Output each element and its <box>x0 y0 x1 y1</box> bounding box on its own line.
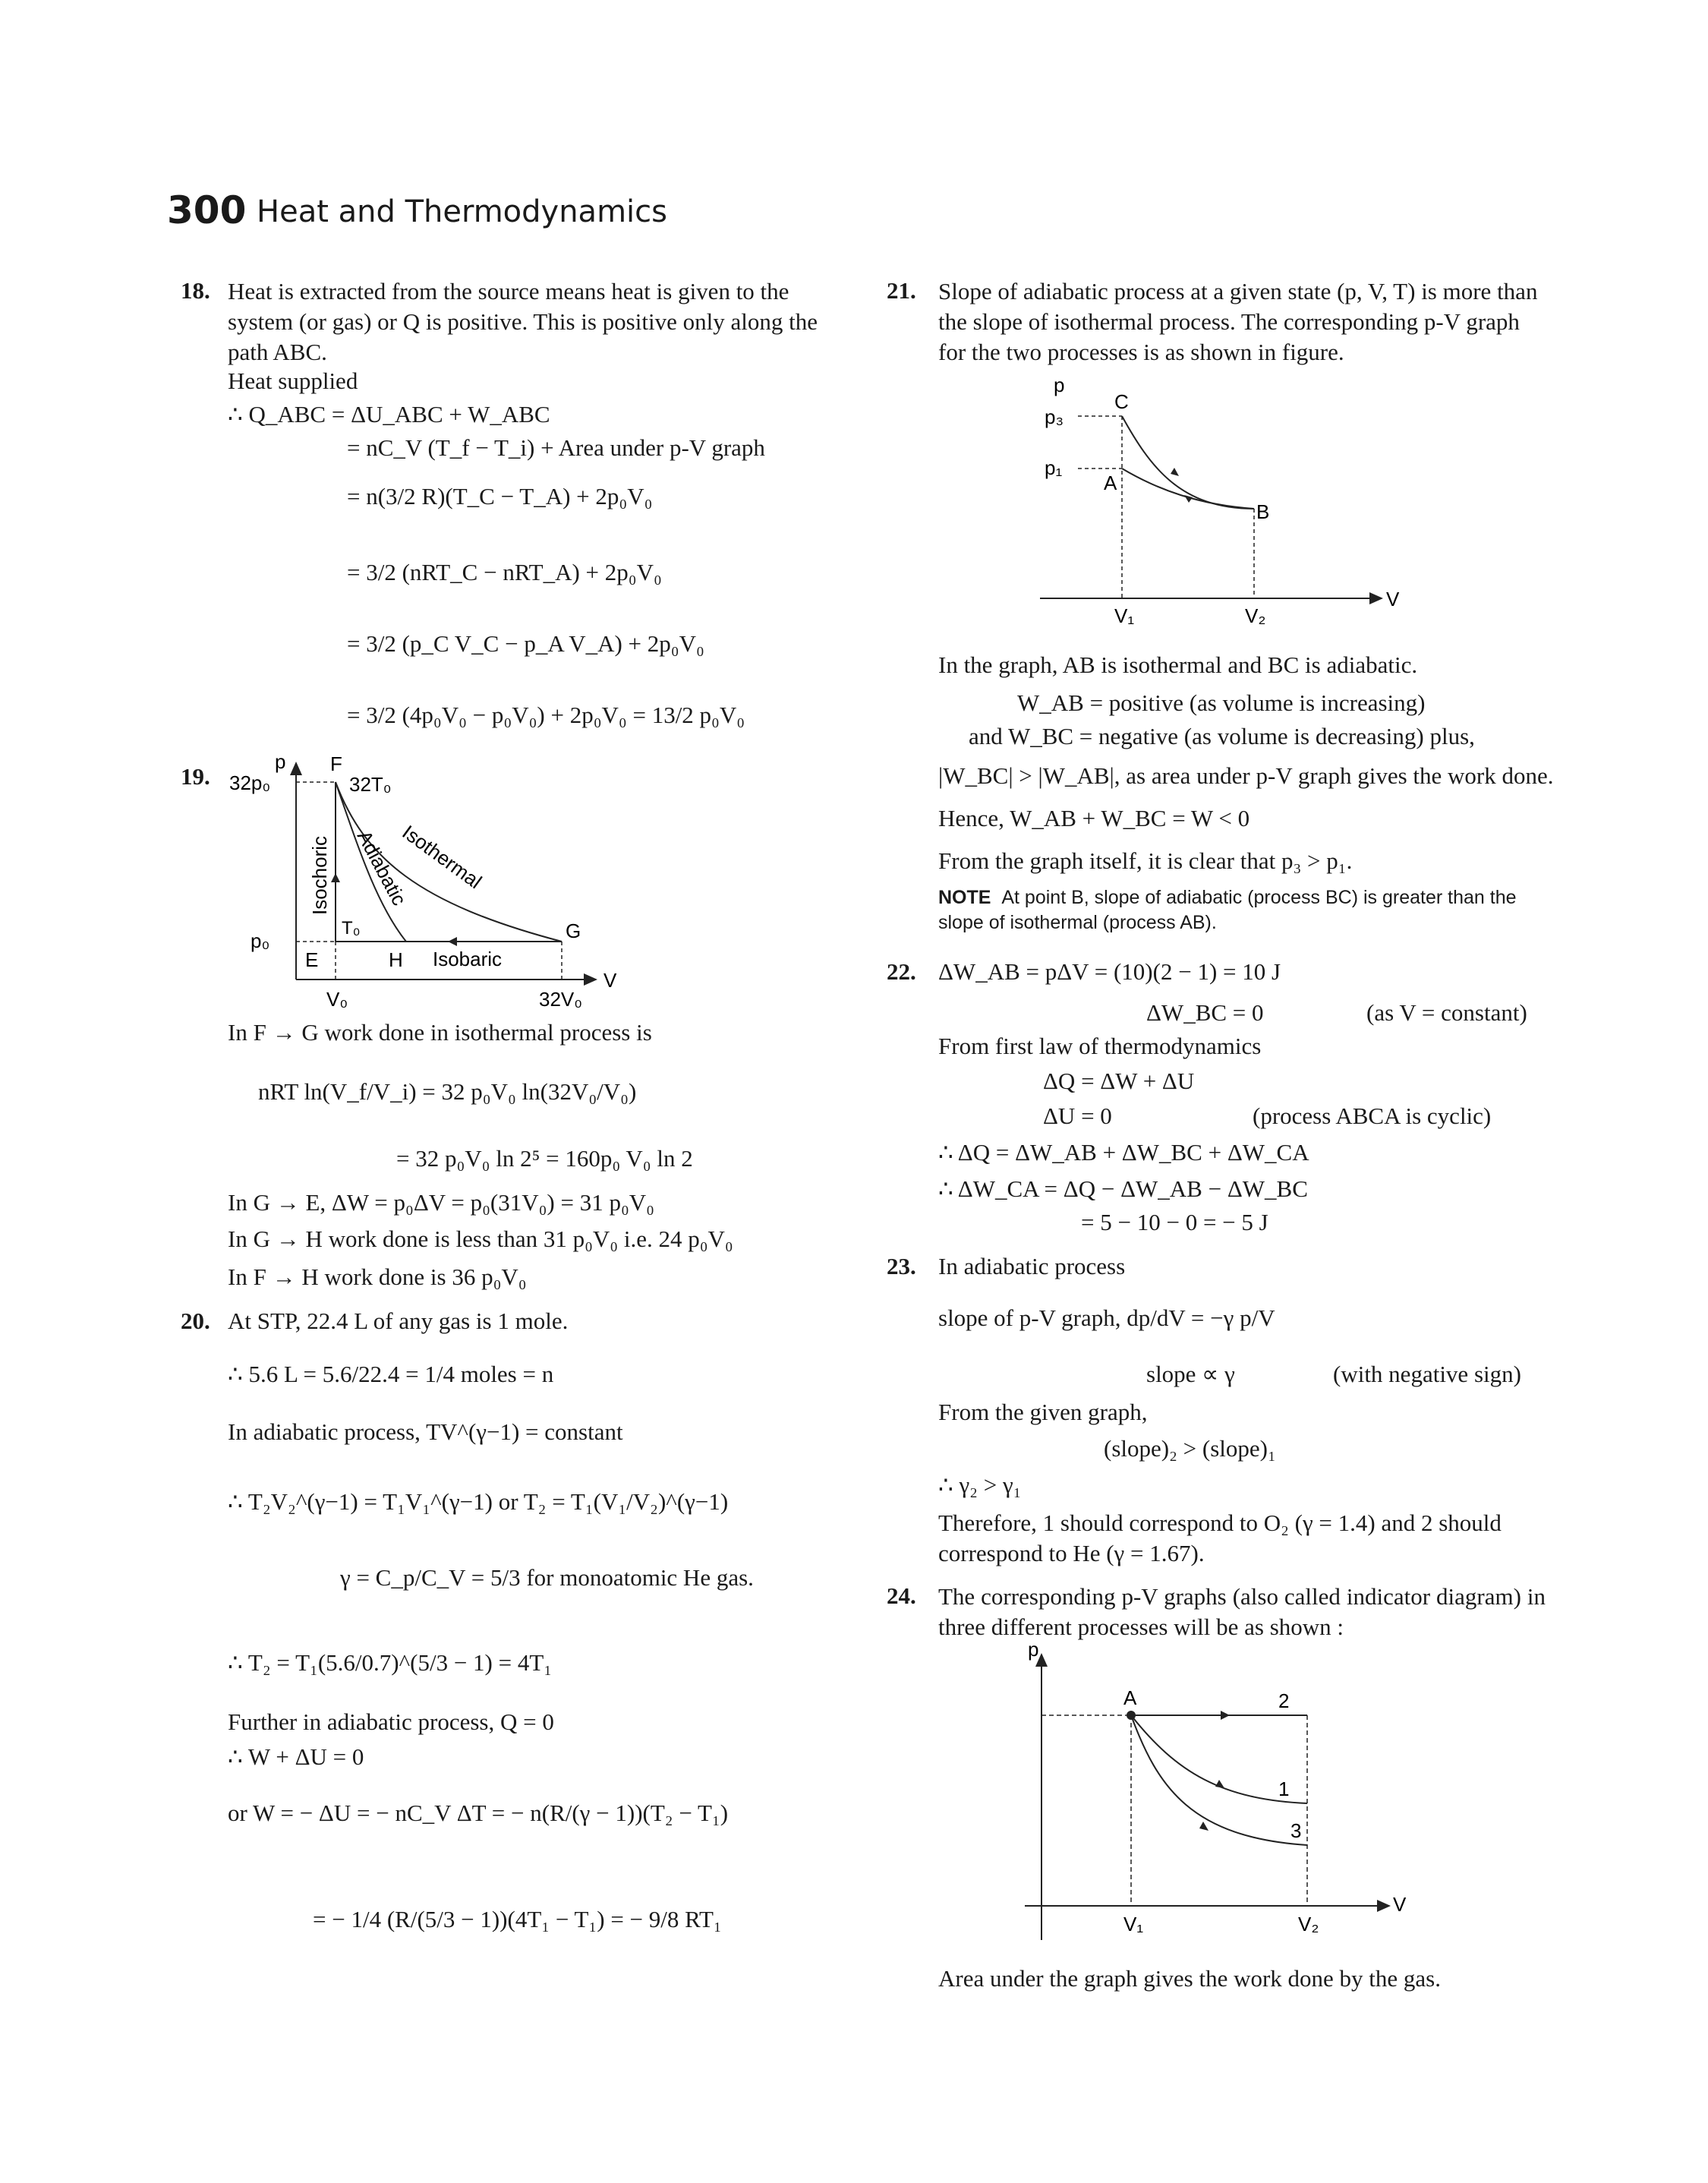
q24-pv-diagram <box>1010 1638 1407 1948</box>
q20-l10: = − 1/4 (R/(5/3 − 1))(4T₁ − T₁) = − 9/8 RT₁ <box>313 1906 722 1932</box>
q20-l9: or W = − ΔU = − nC_V ΔT = − n(R/(γ − 1))(T₂ − T₁) <box>228 1800 729 1826</box>
temp-t0: T₀ <box>342 918 361 939</box>
isobaric-label: Isobaric <box>433 948 503 970</box>
q22-l7: ∴ ΔW_CA = ΔQ − ΔW_AB − ΔW_BC <box>938 1175 1308 1202</box>
q20-l5: γ = C_p/C_V = 5/3 for monoatomic He gas. <box>340 1564 754 1591</box>
q21-l1: In the graph, AB is isothermal and BC is adiabatic. <box>938 651 1418 678</box>
p0-label: p₀ <box>251 929 270 952</box>
q19-l6: In F → H work done is 36 p₀V₀ <box>228 1263 527 1290</box>
point-h: H <box>389 948 403 971</box>
q22-l2: ΔW_BC = 0 <box>1146 999 1264 1026</box>
v0-label: V₀ <box>326 988 348 1011</box>
q22-l4: ΔQ = ΔW + ΔU <box>1043 1068 1195 1094</box>
page-title: Heat and Thermodynamics <box>257 194 667 229</box>
point-b: B <box>1256 500 1270 523</box>
q20-l8: ∴ W + ΔU = 0 <box>228 1743 364 1770</box>
point-a: A <box>1123 1686 1137 1709</box>
q18-eq1: ∴ Q_ABC = ΔU_ABC + W_ABC <box>228 401 550 427</box>
temp-32t0: 32T₀ <box>349 773 392 796</box>
q23-l6: ∴ γ₂ > γ₁ <box>938 1472 1022 1498</box>
q21-number: 21. <box>887 277 916 304</box>
q23-l7: Therefore, 1 should correspond to O₂ (γ = 1.4) and 2 should correspond to He (γ = 1.67). <box>938 1509 1502 1566</box>
note-label: NOTE <box>938 887 991 908</box>
q22-l8: = 5 − 10 − 0 = − 5 J <box>1081 1209 1268 1235</box>
q20-l4: ∴ T₂V₂^(γ−1) = T₁V₁^(γ−1) or T₂ = T₁(V₁/V₂)^(γ−1) <box>228 1488 729 1515</box>
q19-number: 19. <box>181 763 210 790</box>
q24-l1: Area under the graph gives the work done by the gas. <box>938 1965 1441 1992</box>
point-a-dot <box>1127 1711 1136 1720</box>
q22-l5-right: (process ABCA is cyclic) <box>1253 1103 1492 1129</box>
label-1: 1 <box>1278 1778 1290 1800</box>
q21-l3: and W_BC = negative (as volume is decreasing) plus, <box>969 723 1475 749</box>
adiabatic-label: Adiabatic <box>352 826 411 910</box>
v2-label: V₂ <box>1245 604 1266 627</box>
q23-l4: From the given graph, <box>938 1399 1148 1425</box>
q18-text: Heat is extracted from the source means heat is given to the system (or gas) or Q is positive. This is positive only along the path ABC. <box>228 278 818 365</box>
q22-l6: ∴ ΔQ = ΔW_AB + ΔW_BC + ΔW_CA <box>938 1139 1309 1166</box>
q23-number: 23. <box>887 1253 916 1279</box>
q21-text: Slope of adiabatic process at a given state (p, V, T) is more than the slope of isothermal process. The corresponding p-V graph for the two processes is as shown in figure. <box>938 278 1538 365</box>
q23-l5: (slope)₂ > (slope)₁ <box>1104 1435 1276 1462</box>
q24-number: 24. <box>887 1582 916 1609</box>
point-f: F <box>330 752 342 775</box>
point-c: C <box>1114 390 1129 413</box>
q18-eq5: = 3/2 (p_C V_C − p_A V_A) + 2p₀V₀ <box>347 630 704 657</box>
q22-number: 22. <box>887 958 916 985</box>
q19-l2: nRT ln(V_f/V_i) = 32 p₀V₀ ln(32V₀/V₀) <box>258 1078 637 1105</box>
q21-l2: W_AB = positive (as volume is increasing) <box>1017 689 1426 716</box>
isochoric-label: Isochoric <box>308 835 331 915</box>
q23-l3-right: (with negative sign) <box>1333 1361 1521 1387</box>
q23-l1: In adiabatic process <box>938 1253 1126 1279</box>
v-label: V <box>1393 1893 1407 1916</box>
v-label: V <box>1386 588 1400 610</box>
q20-l1: At STP, 22.4 L of any gas is 1 mole. <box>228 1308 569 1334</box>
q24-text: The corresponding p-V graphs (also called indicator diagram) in three different processes will be as shown : <box>938 1583 1546 1640</box>
p1-label: p₁ <box>1045 456 1063 479</box>
p-axis-label: p <box>275 750 286 773</box>
q20-l6: ∴ T₂ = T₁(5.6/0.7)^(5/3 − 1) = 4T₁ <box>228 1649 553 1676</box>
q20-l2: ∴ 5.6 L = 5.6/22.4 = 1/4 moles = n <box>228 1361 554 1387</box>
q22-l1: ΔW_AB = pΔV = (10)(2 − 1) = 10 J <box>938 958 1281 985</box>
v2-label: V₂ <box>1298 1913 1319 1935</box>
point-a: A <box>1104 472 1117 494</box>
q20-l7: Further in adiabatic process, Q = 0 <box>228 1708 554 1735</box>
v32-label: 32V₀ <box>539 988 583 1011</box>
v-axis-label: V <box>603 969 617 992</box>
isothermal-curve-ab <box>1122 468 1254 509</box>
q21-note <box>938 885 1546 935</box>
q20-number: 20. <box>181 1308 210 1334</box>
q18-eq3: = n(3/2 R)(T_C − T_A) + 2p₀V₀ <box>347 483 653 509</box>
isothermal-label: Isothermal <box>398 820 487 894</box>
q21-l5: Hence, W_AB + W_BC = W < 0 <box>938 805 1250 831</box>
p-label: p <box>1028 1638 1039 1661</box>
note-text: At point B, slope of adiabatic (process BC) is greater than the slope of isothermal (process AB). <box>938 887 1517 933</box>
v1-label: V₁ <box>1114 604 1135 627</box>
p-label: p <box>1054 374 1065 396</box>
p3-label: p₃ <box>1045 405 1064 428</box>
v1-label: V₁ <box>1123 1913 1144 1935</box>
q18-number: 18. <box>181 277 210 304</box>
q21-pv-diagram <box>1025 374 1404 638</box>
q20-l3: In adiabatic process, TV^(γ−1) = constant <box>228 1418 623 1445</box>
q18-heat-supplied: Heat supplied <box>228 368 358 394</box>
q19-pv-diagram <box>220 752 615 1017</box>
q19-l1: In F → G work done in isothermal process is <box>228 1019 652 1046</box>
q22-l3: From first law of thermodynamics <box>938 1033 1262 1059</box>
q18-eq4: = 3/2 (nRT_C − nRT_A) + 2p₀V₀ <box>347 559 662 585</box>
q19-l4: In G → E, ΔW = p₀ΔV = p₀(31V₀) = 31 p₀V₀ <box>228 1189 654 1216</box>
label-2: 2 <box>1278 1689 1290 1712</box>
page-number: 300 <box>167 188 247 232</box>
q19-l5: In G → H work done is less than 31 p₀V₀ i.e. 24 p₀V₀ <box>228 1226 733 1252</box>
label-3: 3 <box>1290 1819 1302 1842</box>
q22-l2-right: (as V = constant) <box>1366 999 1527 1026</box>
point-e: E <box>305 948 319 971</box>
point-g: G <box>566 920 581 942</box>
q21-l4: |W_BC| > |W_AB|, as area under p-V graph gives the work done. <box>938 762 1554 789</box>
q18-eq2: = nC_V (T_f − T_i) + Area under p-V graph <box>347 434 765 461</box>
q19-l3: = 32 p₀V₀ ln 2⁵ = 160p₀ V₀ ln 2 <box>396 1145 693 1172</box>
p32-label: 32p₀ <box>229 771 271 794</box>
adiabatic-curve-bc <box>1122 416 1254 509</box>
q21-l6: From the graph itself, it is clear that p₃ > p₁. <box>938 847 1353 874</box>
q18-eq6: = 3/2 (4p₀V₀ − p₀V₀) + 2p₀V₀ = 13/2 p₀V₀ <box>347 702 745 728</box>
q22-l5: ΔU = 0 <box>1043 1103 1112 1129</box>
q23-l3: slope ∝ γ <box>1146 1361 1235 1387</box>
q23-l2: slope of p-V graph, dp/dV = −γ p/V <box>938 1304 1275 1331</box>
